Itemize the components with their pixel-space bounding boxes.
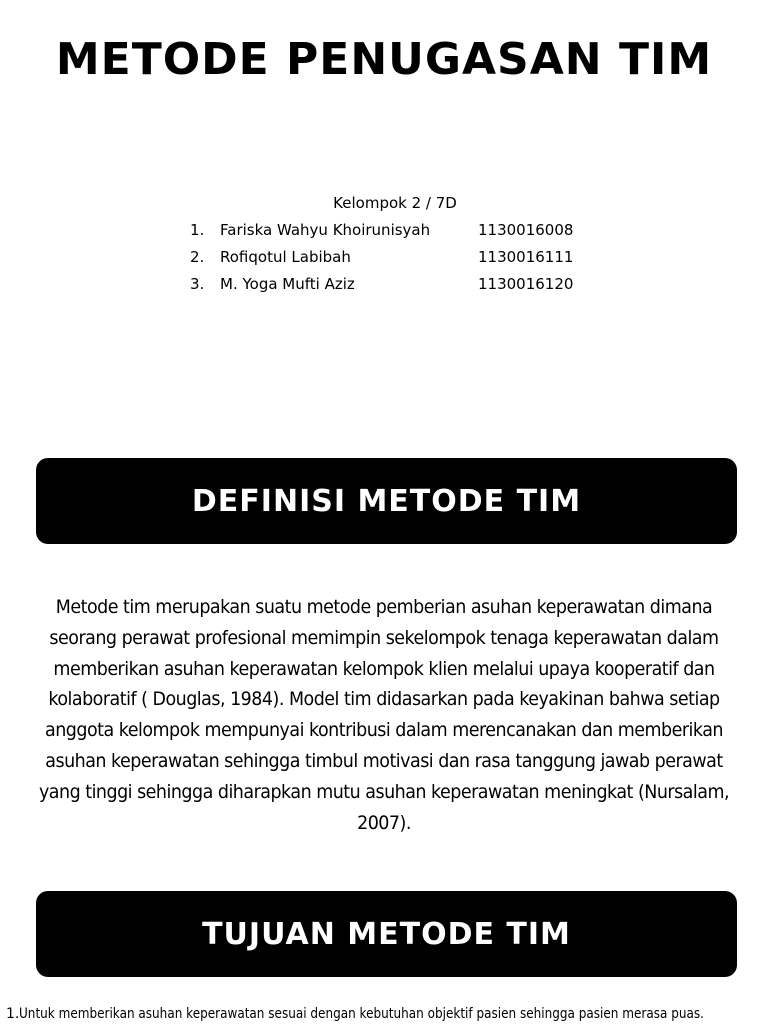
member-nim: 1130016008 [478,221,574,239]
goals-banner [36,891,737,977]
goals-item-number: 1. [6,1006,20,1022]
definition-heading: DEFINISI METODE TIM [191,483,582,519]
member-number: 2. [190,248,205,266]
member-name: Fariska Wahyu Khoirunisyah [220,221,431,239]
definition-banner [36,458,737,544]
group-info [180,190,600,298]
member-name: Rofiqotul Labibah [220,248,351,266]
member-nim: 1130016111 [478,248,574,266]
member-row [180,217,600,244]
group-heading: Kelompok 2 / 7D [333,194,457,212]
member-row [180,244,600,271]
member-nim: 1130016120 [478,275,574,293]
goals-list-item [6,1003,766,1025]
member-name: M. Yoga Mufti Aziz [220,275,355,293]
member-number: 1. [190,221,205,239]
definition-paragraph: Metode tim merupakan suatu metode pemberian asuhan keperawatan dimana seorang perawat profesional memimpin sekelompok tenaga keperawatan dalam memberikan asuhan keperawatan kelompok klien melalui upaya kooperatif dan kolaboratif ( Douglas, 1984). Model tim didasarkan pada keyakinan bahwa setiap anggota kelompok mempunyai kontribusi dalam merencanakan dan memberikan asuhan keperawatan sehingga timbul motivasi dan rasa tanggung jawab perawat yang tinggi sehingga diharapkan mutu asuhan keperawatan meningkat (Nursalam, 2007). [38,596,730,834]
goals-item-text: Untuk memberikan asuhan keperawatan sesuai dengan kebutuhan objektif pasien sehingga pasien merasa puas. [19,1006,705,1022]
goals-heading: TUJUAN METODE TIM [202,916,571,952]
page-title: METODE PENUGASAN TIM [55,34,713,85]
member-row [180,271,600,298]
member-number: 3. [190,275,205,293]
